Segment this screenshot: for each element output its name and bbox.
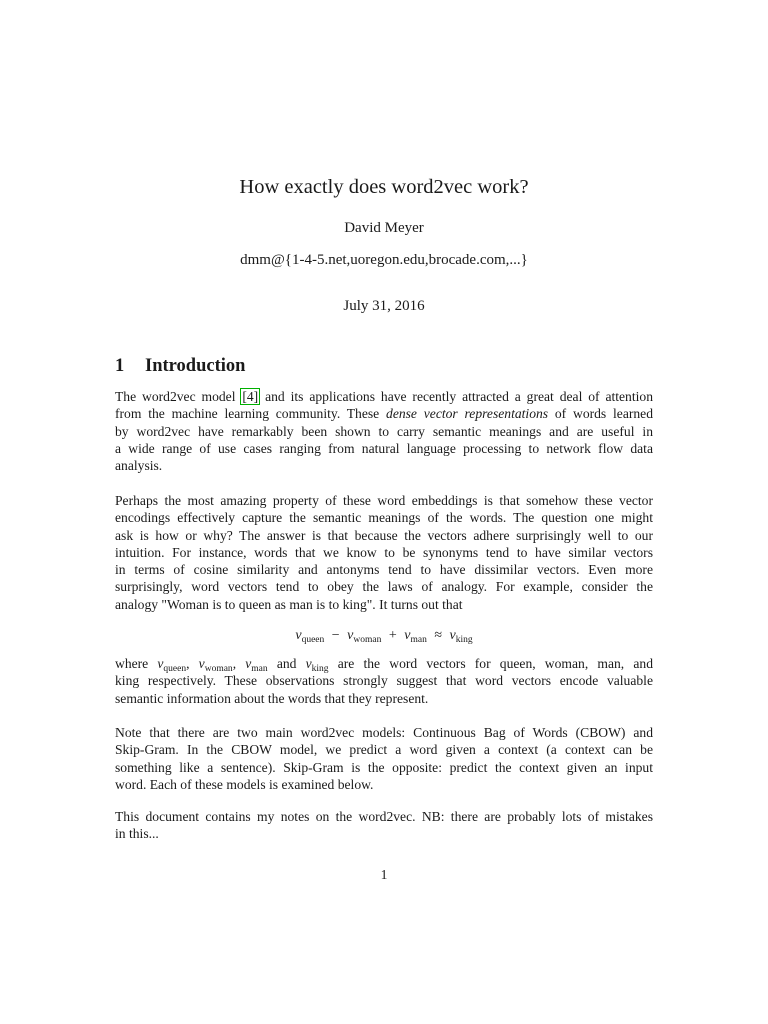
text-run: of words learned: [548, 406, 654, 422]
paragraph-line: [115, 388, 653, 405]
paragraph-line: Note that there are two main word2vec models: Continuous Bag of Words (CBOW) and: [115, 725, 653, 740]
vector-symbol: v: [295, 628, 302, 643]
paragraph-intro-5: [115, 808, 653, 843]
author-name: David Meyer: [344, 220, 424, 236]
section-heading-introduction: [115, 354, 245, 378]
emphasized-text: dense vector representations: [386, 406, 549, 422]
vector-symbol: v: [449, 628, 456, 643]
text-run: The word2vec model: [115, 389, 242, 404]
vector-symbol: v: [404, 628, 411, 643]
paragraph-line: surprisingly, word vectors tend to obey the laws of analogy. For example, consider the: [115, 579, 653, 595]
text-run: from the machine learning community. These: [115, 406, 387, 422]
vector-symbol: v: [347, 628, 354, 643]
vector-symbol: v: [198, 656, 205, 671]
paragraph-intro-4: [115, 724, 653, 793]
section-title: Introduction: [145, 356, 246, 376]
subscript-king: king: [311, 664, 329, 674]
subscript-woman: woman: [353, 635, 382, 645]
subscript-king: king: [455, 635, 473, 645]
subscript-queen: queen: [163, 664, 187, 674]
paragraph-line: Skip-Gram. In the CBOW model, we predict a word given a context (a context can be: [115, 742, 653, 758]
author-email: dmm@{1-4-5.net,uoregon.edu,brocade.com,...}: [240, 252, 528, 268]
paragraph-line: something like a sentence). Skip-Gram is the opposite: predict the context given an input: [115, 759, 653, 775]
paragraph-intro-1: [115, 388, 653, 474]
publication-date: July 31, 2016: [343, 298, 425, 314]
paragraph-line: semantic information about the words that they represent.: [115, 690, 429, 706]
subscript-man: man: [251, 664, 268, 674]
vector-symbol: v: [305, 656, 312, 671]
text-run: ,: [232, 656, 246, 671]
paragraph-intro-3: [115, 655, 653, 707]
paragraph-line: intuition. For instance, words that we know to be synonyms tend to have similar vectors: [115, 544, 653, 560]
paragraph-line: king respectively. These observations strongly suggest that word vectors encode valuable: [115, 673, 653, 689]
paragraph-line: in terms of cosine similarity and antonyms tend to have dissimilar vectors. Even more: [115, 562, 653, 578]
text-run: and: [267, 656, 306, 671]
paragraph-line: ask is how or why? The answer is that because the vectors adhere surprisingly well to our: [115, 527, 653, 543]
section-number: 1: [115, 356, 125, 376]
subscript-queen: queen: [301, 635, 325, 645]
paragraph-line: encodings effectively capture the semantic meanings of the words. The question one might: [115, 510, 653, 526]
text-run: ,: [186, 656, 199, 671]
text-run: where: [115, 656, 158, 671]
minus-operator: −: [331, 628, 340, 643]
subscript-man: man: [410, 635, 427, 645]
vector-symbol: v: [245, 656, 252, 671]
subscript-woman: woman: [204, 664, 233, 674]
paragraph-line: analogy "Woman is to queen as man is to king". It turns out that: [115, 596, 463, 612]
vector-symbol: v: [157, 656, 164, 671]
paper-title: How exactly does word2vec work?: [239, 176, 529, 198]
paragraph-line: analysis.: [115, 458, 163, 474]
paragraph-line: [115, 405, 653, 422]
paragraph-line: in this...: [115, 826, 159, 842]
paragraph-line: word. Each of these models is examined below.: [115, 776, 374, 792]
paragraph-intro-2: [115, 492, 653, 613]
paragraph-line: [115, 655, 653, 672]
citation-link-4[interactable]: [4]: [242, 389, 259, 404]
paragraph-line: This document contains my notes on the word2vec. NB: there are probably lots of mistakes: [115, 809, 653, 824]
paragraph-line: a wide range of use cases ranging from natural language processing to network flow data: [115, 440, 653, 456]
plus-operator: +: [388, 628, 397, 643]
page-number: 1: [380, 867, 388, 882]
analogy-equation: [0, 626, 768, 650]
paragraph-line: Perhaps the most amazing property of these word embeddings is that somehow these vector: [115, 493, 653, 508]
paragraph-line: by word2vec have remarkably been shown to carry semantic meanings and are useful in: [115, 423, 653, 439]
text-run: are the word vectors for queen, woman, man, and: [328, 656, 653, 671]
text-run: and its applications have recently attracted a great deal of attention: [259, 389, 654, 404]
approx-operator: ≈: [434, 628, 443, 643]
